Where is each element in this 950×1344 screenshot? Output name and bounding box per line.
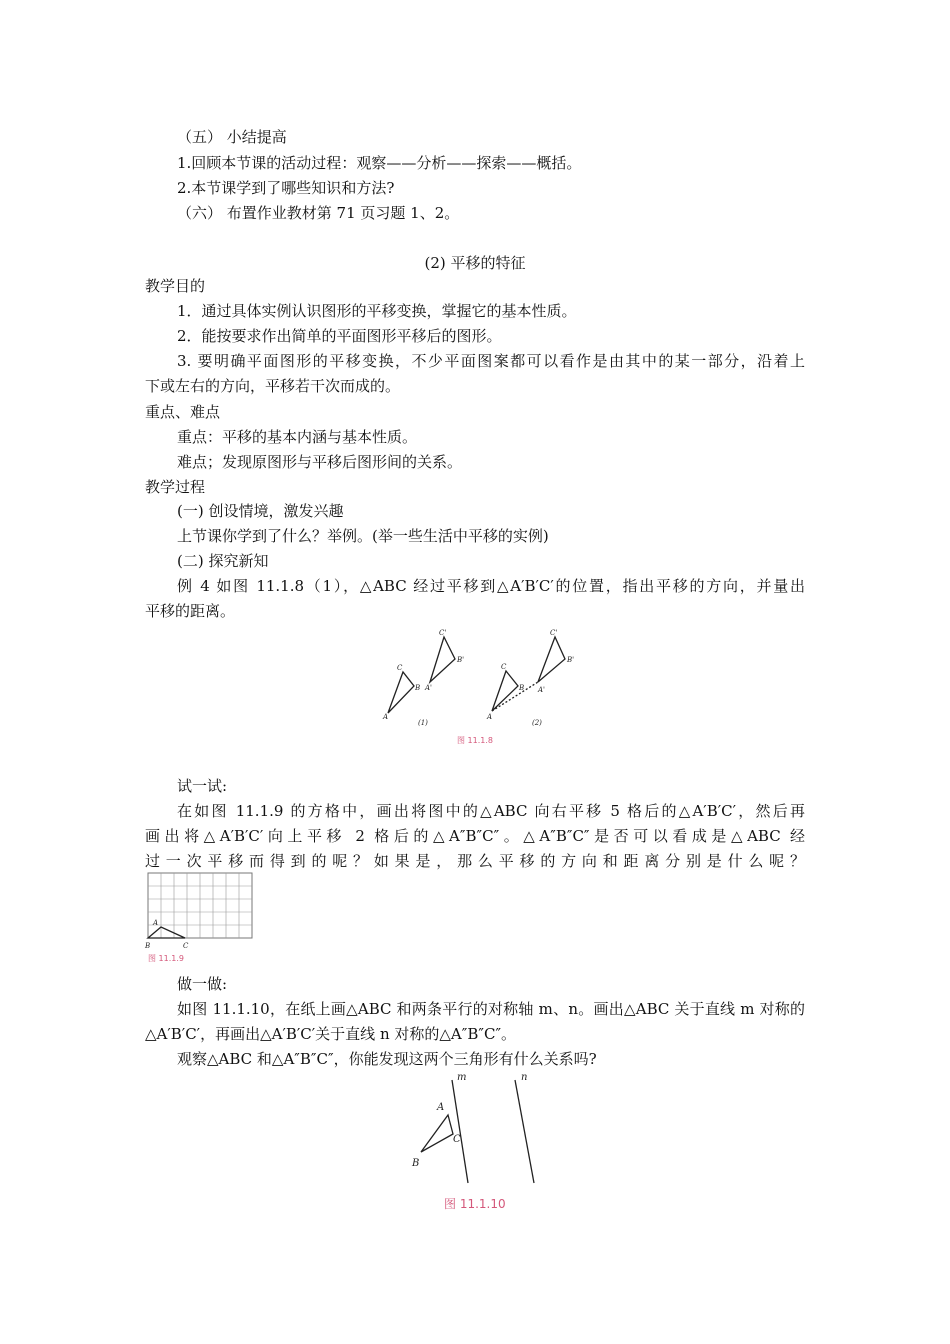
- fig10-label-a: A: [437, 1102, 445, 1113]
- fig9-caption: 图 11.1.9: [148, 954, 184, 963]
- try-heading: 试一试:: [177, 777, 228, 795]
- fig9-label-c: C: [183, 942, 189, 950]
- do-line-2: △A′B′C′，再画出△A′B′C′关于直线 n 对称的△A″B″C″。: [145, 1025, 517, 1043]
- key-point: 重点：平移的基本内涵与基本性质。: [177, 428, 418, 446]
- section-title: (2) 平移的特征: [424, 254, 526, 272]
- fig8-sub-1: (1): [418, 719, 428, 727]
- fig8-label-a-2: A: [487, 713, 493, 721]
- objectives-heading: 教学目的: [145, 277, 206, 295]
- axis-n: [515, 1080, 534, 1183]
- figure-11-1-8: [380, 625, 590, 750]
- fig9-label-a: A: [153, 919, 159, 927]
- figure-11-1-10: [405, 1068, 550, 1218]
- fig8-label-b-2: B: [519, 684, 525, 692]
- step-2-heading: (二) 探究新知: [177, 552, 269, 570]
- example-4-line-1: 例 4 如图 11.1.8（1），△ABC 经过平移到△A′B′C′的位置，指出平移的方向，并量出: [177, 577, 805, 595]
- summary-item-2: 2.本节课学到了哪些知识和方法?: [177, 179, 395, 197]
- fig8-label-c: C: [397, 664, 403, 672]
- fig8-label-b: B: [415, 684, 421, 692]
- fig8-label-c2-2: C': [550, 629, 558, 637]
- axis-m: [452, 1080, 468, 1183]
- process-heading: 教学过程: [145, 478, 206, 496]
- fig8-sub-2: (2): [532, 719, 542, 727]
- triangle-a2b2c2-1: [430, 637, 455, 682]
- observe-line: 观察△ABC 和△A″B″C″，你能发现这两个三角形有什么关系吗?: [177, 1050, 597, 1068]
- fig8-label-a2: A': [425, 684, 432, 692]
- fig8-label-a2-2: A': [538, 686, 545, 694]
- objective-3-line-2: 下或左右的方向，平移若干次而成的。: [145, 377, 401, 395]
- key-heading: 重点、难点: [145, 403, 221, 421]
- figure-11-1-9: [145, 872, 257, 964]
- fig10-label-b: B: [412, 1158, 420, 1169]
- summary-item-1: 1.回顾本节课的活动过程：观察——分析——探索——概括。: [177, 154, 582, 172]
- example-4-line-2: 平移的距离。: [145, 602, 236, 620]
- translation-segment: [492, 682, 538, 711]
- fig10-label-c: C: [453, 1134, 461, 1145]
- triangle-abc: [421, 1115, 453, 1152]
- step-1-text: 上节课你学到了什么？举例。(举一些生活中平移的实例): [177, 527, 549, 545]
- do-line-1: 如图 11.1.10，在纸上画△ABC 和两条平行的对称轴 m、n。画出△ABC 关于直线 m 对称的: [177, 1000, 805, 1018]
- grid-triangle-abc: [148, 927, 185, 938]
- summary-heading: （五） 小结提高: [177, 128, 287, 146]
- fig10-label-m: m: [457, 1072, 467, 1083]
- difficulty-point: 难点；发现原图形与平移后图形间的关系。: [177, 453, 463, 471]
- try-line-1: 在如图 11.1.9 的方格中，画出将图中的△ABC 向右平移 5 格后的△A′B′C′，然后再: [177, 802, 805, 820]
- fig8-label-c2: C': [439, 629, 447, 637]
- try-line-3: 过一次平移而得到的呢？如果是，那么平移的方向和距离分别是什么呢？: [145, 852, 805, 870]
- try-line-2: 画出将△A′B′C′向上平移 2 格后的△A″B″C″。△A″B″C″是否可以看成是△ABC 经: [145, 827, 805, 845]
- objective-1: 1．通过具体实例认识图形的平移变换，掌握它的基本性质。: [177, 302, 577, 320]
- objective-3-line-1: 3. 要明确平面图形的平移变换，不少平面图案都可以看作是由其中的某一部分，沿着上: [177, 352, 805, 370]
- fig8-label-b2: B': [457, 656, 465, 664]
- fig9-label-b: B: [145, 942, 151, 950]
- fig8-label-c-2: C: [501, 663, 507, 671]
- homework-line: （六） 布置作业教材第 71 页习题 1、2。: [177, 204, 460, 222]
- fig10-caption: 图 11.1.10: [444, 1197, 506, 1211]
- do-heading: 做一做:: [177, 975, 228, 993]
- fig10-label-n: n: [521, 1072, 528, 1083]
- fig8-label-a: A: [383, 713, 389, 721]
- objective-2: 2．能按要求作出简单的平面图形平移后的图形。: [177, 327, 502, 345]
- triangle-abc-1: [388, 672, 414, 713]
- fig8-caption: 图 11.1.8: [457, 736, 493, 745]
- step-1-heading: (一) 创设情境，激发兴趣: [177, 502, 344, 520]
- triangle-a2b2c2-2: [538, 637, 565, 682]
- triangle-abc-2: [492, 671, 518, 711]
- fig8-label-b2-2: B': [567, 656, 575, 664]
